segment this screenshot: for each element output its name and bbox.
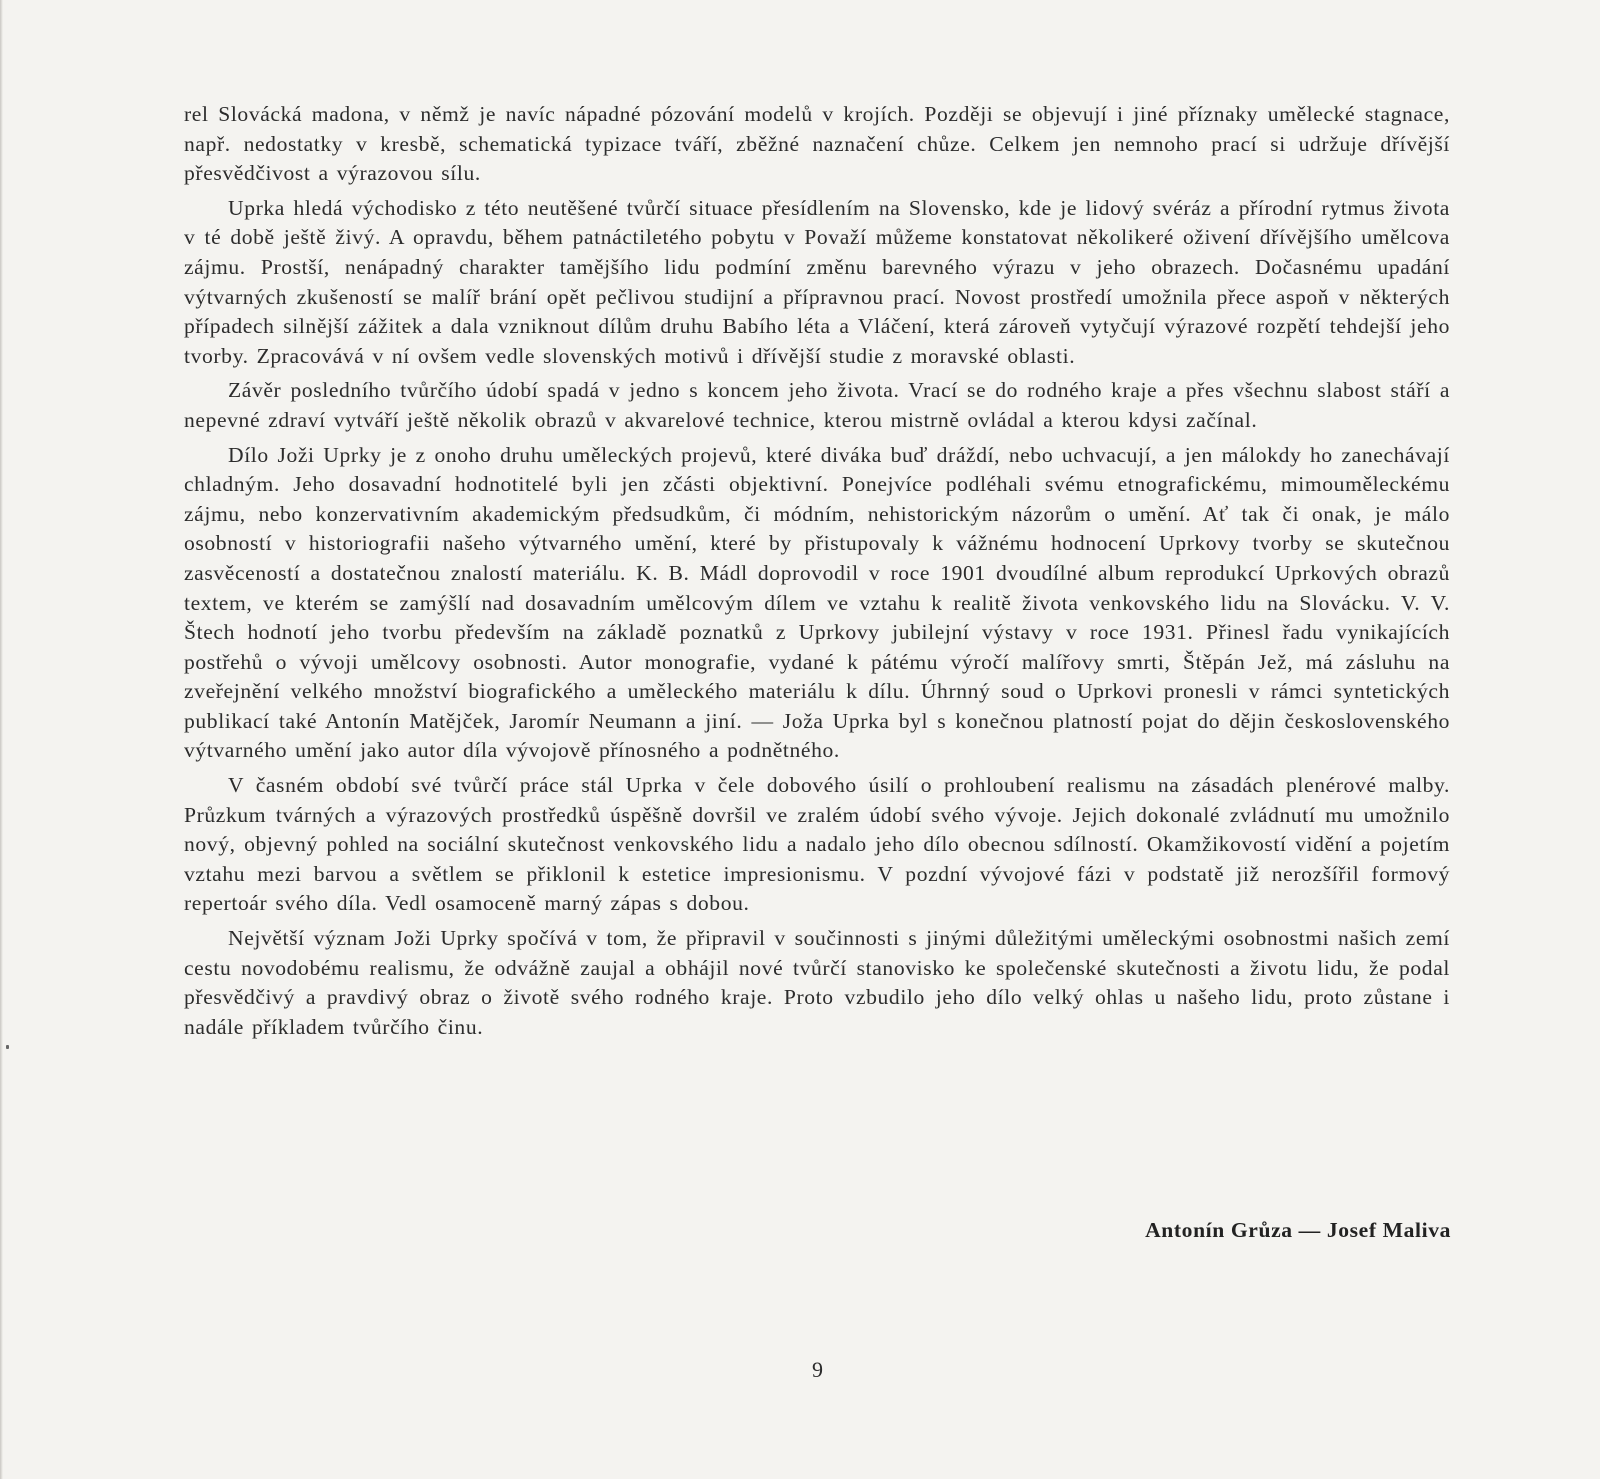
- author-signature: Antonín Grůza — Josef Maliva: [1145, 1218, 1451, 1242]
- paragraph-6: Největší význam Joži Uprky spočívá v tom, že připravil v součinnosti s jinými důležitými uměleckými osobnostmi našich zemí cestu novodobému realismu, že odvážně zaujal a obhájil nové tvůrčí stanovisko ke společenské skutečnosti a životu lidu, že podal přesvědčivý a pravdivý obraz o životě svého rodného kraje. Proto vzbudilo jeho dílo velký ohlas u našeho lidu, proto zůstane i nadále příkladem tvůrčího činu.: [184, 926, 1450, 1039]
- margin-mark: [6, 1045, 9, 1049]
- paragraph-2: Uprka hledá východisko z této neutěšené tvůrčí situace přesídlením na Slovensko, kde je lidový svéráz a přírodní rytmus života v té době ještě živý. A opravdu, během patnáctiletého pobytu v Považí můžeme konstatovat několikeré oživení dřívějšího umělcova zájmu. Prostší, nenápadný charakter tamějšího lidu podmíní změnu barevného výrazu v jeho obrazech. Dočasnému upadání výtvarných zkušeností se malíř brání opět pečlivou studijní a přípravnou prací. Novost prostředí umožnila přece aspoň v některých případech silnější zážitek a dala vzniknout dílům druhu Babího léta a Vláčení, která zároveň vytyčují výrazové rozpětí tehdejší jeho tvorby. Zpracovává v ní ovšem vedle slovenských motivů i dřívější studie z moravské oblasti.: [184, 195, 1450, 368]
- paragraph-1: rel Slovácká madona, v němž je navíc nápadné pózování modelů v krojích. Později se objevují i jiné příznaky umělecké stagnace, např. nedostatky v kresbě, schematická typizace tváří, zběžné naznačení chůze. Celkem jen nemnoho prací si udržuje dřívější přesvědčivost a výrazovou sílu.: [184, 102, 1450, 186]
- paragraph-3: Závěr posledního tvůrčího údobí spadá v jedno s koncem jeho života. Vrací se do rodného kraje a přes všechnu slabost stáří a nepevné zdraví vytváří ještě několik obrazů v akvarelové technice, kterou mistrně ovládal a kterou kdysi začínal.: [184, 378, 1450, 432]
- page-number: 9: [812, 1357, 823, 1382]
- paragraph-5: V časném období své tvůrčí práce stál Uprka v čele dobového úsilí o prohloubení realismu na zásadách plenérové malby. Průzkum tvárných a výrazových prostředků úspěšně dovršil ve zralém údobí svého vývoje. Jejich dokonalé zvládnutí mu umožnilo nový, objevný pohled na sociální skutečnost venkovského lidu a nadalo jeho dílo obecnou sdílností. Okamžikovostí vidění a pojetím vztahu mezi barvou a světlem se přiklonil k estetice impresionismu. V pozdní vývojové fázi v podstatě již nerozšířil formový repertoár svého díla. Vedl osamoceně marný zápas s dobou.: [184, 773, 1450, 916]
- paragraph-4: Dílo Joži Uprky je z onoho druhu uměleckých projevů, které diváka buď dráždí, nebo uchvacují, a jen málokdy ho zanechávají chladným. Jeho dosavadní hodnotitelé byli jen zčásti objektivní. Ponejvíce podléhali svému etnografickému, mimouměleckému zájmu, nebo konzervativním akademickým předsudkům, či módním, nehistorickým názorům o umění. Ať tak či onak, je málo osobností v historiografii našeho výtvarného umění, které by přistupovaly k vážnému hodnocení Uprkovy tvorby se skutečnou zasvěceností a dostatečnou znalostí materiálu. K. B. Mádl doprovodil v roce 1901 dvoudílné album reprodukcí Uprkových obrazů textem, ve kterém se zamýšlí nad dosavadním umělcovým dílem ve vztahu k realitě života venkovského lidu na Slovácku. V. V. Štech hodnotí jeho tvorbu především na základě poznatků z Uprkovy jubilejní výstavy v roce 1931. Přinesl řadu vynikajících postřehů o vývoji umělcovy osobnosti. Autor monografie, vydané k pátému výročí malířovy smrti, Štěpán Jež, má zásluhu na zveřejnění velkého množství biografického a uměleckého materiálu k dílu. Úhrnný soud o Uprkovi pronesli v rámci syntetických publikací také Antonín Matějček, Jaromír Neumann a jiní. — Joža Uprka byl s konečnou platností pojat do dějin československého výtvarného umění jako autor díla vývojově přínosného a podnětného.: [184, 442, 1450, 763]
- page-gutter-edge: [0, 0, 3, 1479]
- body-text: [184, 100, 1450, 1042]
